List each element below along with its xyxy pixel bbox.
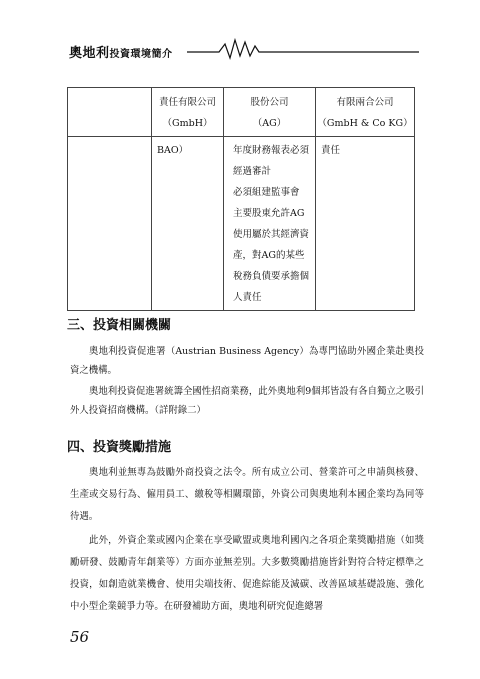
cell-line: 年度財務報表必須 [233,145,310,156]
page-number: 56 [70,628,90,646]
section4-paragraph-1: 奧地利並無專為鼓勵外商投資之法令。所有成立公司、營業許可之申請與核發、生產或交易行為、僱用員工、繳稅等相關環節，外資公司與奧地利本國企業均為同等待遇。 [70,467,424,522]
header-title-main: 奧地利 [69,46,110,61]
table-header-cell [224,88,316,137]
section-heading-3: 三、投資相關機關 [67,318,172,333]
table-header-cell [68,88,152,137]
section-heading-4: 四、投資獎勵措施 [67,440,172,455]
cell-line: 人責任 [233,292,262,303]
header-title [69,42,173,61]
cell-line: 產，對AG的某些 [233,250,305,261]
header-title-sub: 投資環境簡介 [109,49,173,60]
running-header [69,32,419,62]
table-cell: BAO） [152,137,224,311]
cell-line: 稅務負債要承擔個 [233,271,310,282]
section3-paragraph-1: 奧地利投資促進署（Austrian Business Agency）為專門協助外國企業赴奧投資之機構。 [70,346,424,376]
cell-line: 使用屬於其經濟資 [233,229,310,240]
table-header-cell [316,88,415,137]
header-label: 責任有限公司 [158,97,216,108]
cell-line: 主要股東允許AG [233,208,305,219]
company-type-table [67,87,415,311]
header-label: 股份公司 [250,97,289,108]
section4-paragraph-2: 此外，外資企業或國內企業在享受歐盟或奧地利國內之各項企業獎勵措施（如獎勵研發、鼓勵青年創業等）方面亦並無差別。大多數獎勵措施皆針對符合特定標準之投資，如創造就業機會、使用尖端技術、促進綜能及減碳、改善區域基礎設施、強化中小型企業競爭力等。在研發補助方面，奧地利研究促進總署 [70,535,424,612]
table-header-cell [152,88,224,137]
table-cell: 責任 [316,137,415,311]
header-abbr: （GmbH） [162,118,213,129]
table-cell [68,137,152,311]
table-row [68,137,415,311]
heartbeat-line-icon [187,32,419,62]
header-abbr: （GmbH & Co KG） [317,118,413,129]
header-abbr: （AG） [252,118,287,129]
section3-paragraph-2: 奧地利投資促進署統籌全國性招商業務，此外奧地利9個邦皆設有各自獨立之吸引外人投資招商機構。（詳附錄二） [70,386,424,416]
cell-line: 必須組建監事會 [233,187,300,198]
table-header-row [68,88,415,137]
cell-line: 經過審計 [233,166,272,177]
table-cell [224,137,316,311]
header-label: 有限兩合公司 [336,97,394,108]
